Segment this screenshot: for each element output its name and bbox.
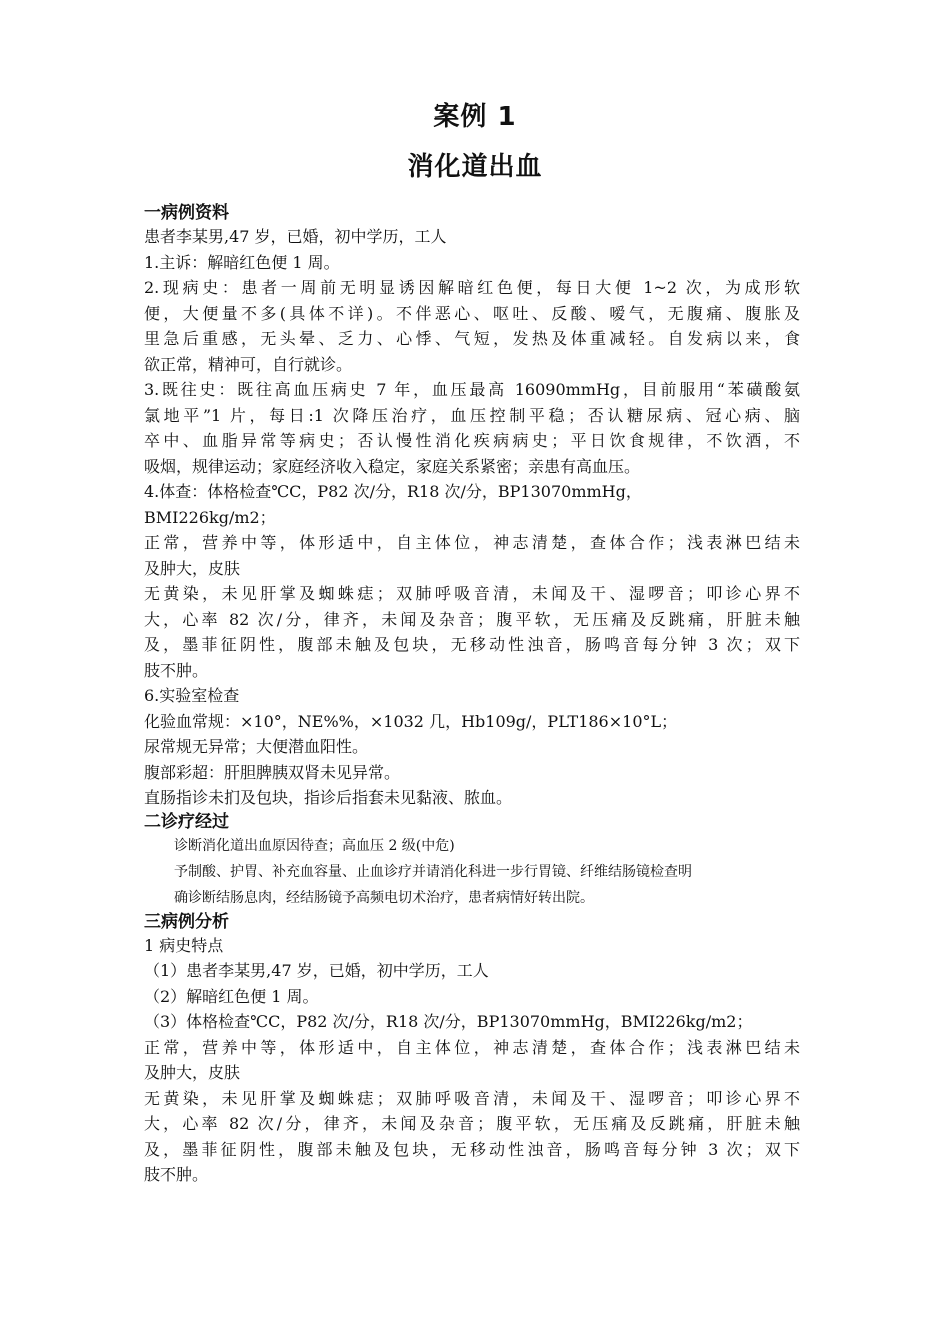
lab-test-line: 腹部彩超：肝胆脾胰双肾未见异常。 <box>144 762 401 782</box>
lab-tests-heading: 6.实验室检查 <box>144 686 240 705</box>
chief-complaint: 1.主诉：解暗红色便 1 周。 <box>144 252 340 272</box>
analysis-line: 及，墨菲征阴性，腹部未触及包块，无移动性浊音，肠鸣音每分钟 3 次；双下 <box>144 1139 800 1159</box>
case-subtitle: 消化道出血 <box>407 152 543 182</box>
document-body <box>144 202 800 1188</box>
physical-exam-line: 无黄染，未见肝掌及蜘蛛痣；双肺呼吸音清，未闻及干、湿啰音；叩诊心界不 <box>144 584 800 603</box>
physical-exam-line: 及肿大，皮肤 <box>144 558 241 578</box>
analysis-line: 大，心率 82 次/分，律齐，未闻及杂音；腹平软，无压痛及反跳痛，肝脏未触 <box>144 1114 800 1133</box>
past-history-line: 吸烟，规律运动；家庭经济收入稳定，家庭关系紧密；亲患有高血压。 <box>144 456 641 476</box>
physical-exam-line: 大，心率 82 次/分，律齐，未闻及杂音；腹平软，无压痛及反跳痛，肝脏未触 <box>144 609 800 629</box>
physical-exam-line: 肢不肿。 <box>144 660 209 680</box>
present-illness-line: 2.现病史：患者一周前无明显诱因解暗红色便，每日大便 1~2 次，为成形软 <box>144 278 800 297</box>
past-history-line: 3.既往史：既往高血压病史 7 年，血压最高 16090mmHg，目前服用“苯磺酸氨 <box>144 380 800 399</box>
analysis-line: （3）体格检查℃C，P82 次/分，R18 次/分，BP13070mmHg，BMI226kg/m2； <box>144 1012 753 1031</box>
past-history-line: 卒中、血脂异常等病史；否认慢性消化疾病病史；平日饮食规律，不饮酒，不 <box>144 431 800 450</box>
present-illness-line: 欲正常，精神可，自行就诊。 <box>144 354 353 374</box>
treatment-line: 予制酸、护胃、补充血容量、止血诊疗并请消化科进一步行胃镜、纤维结肠镜检查明 <box>174 863 692 880</box>
section-heading-case-data: 一病例资料 <box>144 203 229 223</box>
lab-test-line: 化验血常规：×10°，NE%%，×1032 几，Hb109g/，PLT186×10°L； <box>144 711 678 731</box>
analysis-line: 无黄染，未见肝掌及蜘蛛痣；双肺呼吸音清，未闻及干、湿啰音；叩诊心界不 <box>144 1088 800 1108</box>
analysis-line: 正常，营养中等，体形适中，自主体位，神志清楚，查体合作；浅表淋巴结未 <box>144 1037 800 1057</box>
past-history-line: 氯地平”1 片，每日:1 次降压治疗，血压控制平稳；否认糖尿病、冠心病、脑 <box>144 405 800 425</box>
analysis-line: （1）患者李某男,47 岁，已婚，初中学历，工人 <box>144 961 489 980</box>
analysis-line: （2）解暗红色便 1 周。 <box>144 986 319 1006</box>
section-heading-treatment: 二诊疗经过 <box>144 811 229 832</box>
analysis-line: 肢不肿。 <box>144 1165 209 1184</box>
present-illness-line: 里急后重感，无头晕、乏力、心悸、气短，发热及体重减轻。自发病以来，食 <box>144 329 800 348</box>
treatment-line: 确诊断结肠息肉，经结肠镜予高频电切术治疗，患者病情好转出院。 <box>174 889 594 906</box>
patient-info: 患者李某男,47 岁，已婚，初中学历，工人 <box>144 227 447 246</box>
physical-exam-line: 正常，营养中等，体形适中，自主体位，神志清楚，查体合作；浅表淋巴结未 <box>144 533 800 552</box>
case-title: 案例 1 <box>433 102 517 132</box>
physical-exam-line: 及，墨菲征阴性，腹部未触及包块，无移动性浊音，肠鸣音每分钟 3 次；双下 <box>144 635 800 654</box>
present-illness-line: 便，大便量不多(具体不详)。不伴恶心、呕吐、反酸、嗳气，无腹痛、腹胀及 <box>144 303 800 323</box>
lab-test-line: 直肠指诊未扪及包块，指诊后指套未见黏液、脓血。 <box>144 788 513 807</box>
treatment-line: 诊断消化道出血原因待查；高血压 2 级(中危) <box>174 837 455 854</box>
analysis-line: 及肿大，皮肤 <box>144 1063 241 1082</box>
physical-exam-line: BMI226kg/m2； <box>144 507 276 527</box>
section-heading-analysis: 三病例分析 <box>144 911 229 932</box>
lab-test-line: 尿常规无异常；大便潜血阳性。 <box>144 737 369 756</box>
physical-exam-line: 4.体查：体格检查℃C，P82 次/分，R18 次/分，BP13070mmHg， <box>144 482 642 501</box>
analysis-subheading: 1 病史特点 <box>144 935 224 955</box>
